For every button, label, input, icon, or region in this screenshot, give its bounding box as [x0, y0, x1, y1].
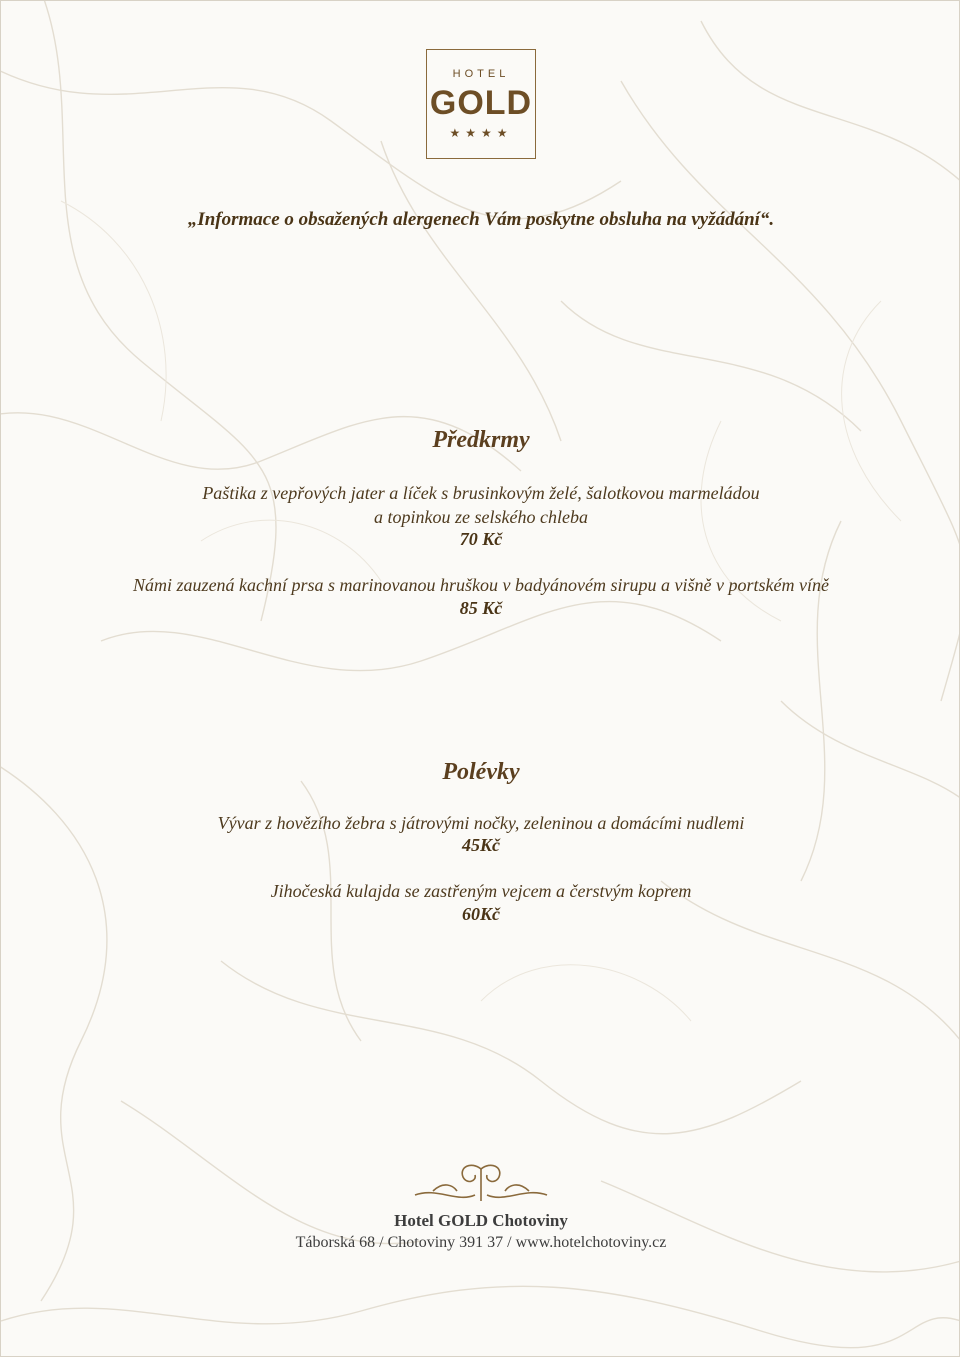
section-title-predkrmy: Předkrmy [432, 427, 530, 453]
logo-stars: ★★★★ [449, 126, 513, 140]
menu-item-description: Námi zauzená kachní prsa s marinovanou hruškou v badyánovém sirupu a višně v portském víně [133, 575, 829, 595]
logo-hotel-text: HOTEL [452, 68, 510, 80]
allergen-notice: „Informace o obsažených alergenech Vám poskytne obsluha na vyžádání“. [187, 209, 775, 230]
menu-item-price: 45Kč [462, 835, 500, 855]
menu-item-price: 70 Kč [459, 529, 503, 549]
floral-background-pattern [1, 1, 960, 1357]
footer-address: Táborská 68 / Chotoviny 391 37 / www.hotelchotoviny.cz [295, 1234, 667, 1251]
logo-gold-text: GOLD [429, 84, 533, 122]
footer-ornament-icon [413, 1161, 549, 1207]
menu-item-price: 85 Kč [459, 598, 503, 618]
menu-item-description: Jihočeská kulajda se zastřeným vejcem a čerstvým koprem [270, 881, 692, 901]
footer-hotel-name: Hotel GOLD Chotoviny [394, 1211, 568, 1230]
menu-item-description: a topinkou ze selského chleba [374, 507, 588, 527]
section-title-polevky: Polévky [442, 759, 520, 785]
menu-item-description: Paštika z vepřových jater a líček s brusinkovým želé, šalotkovou marmeládou [202, 483, 760, 503]
hotel-gold-logo [426, 49, 536, 159]
menu-item-description: Vývar z hovězího žebra s játrovými nočky, zeleninou a domácími nudlemi [217, 813, 745, 833]
menu-item-price: 60Kč [462, 904, 500, 924]
